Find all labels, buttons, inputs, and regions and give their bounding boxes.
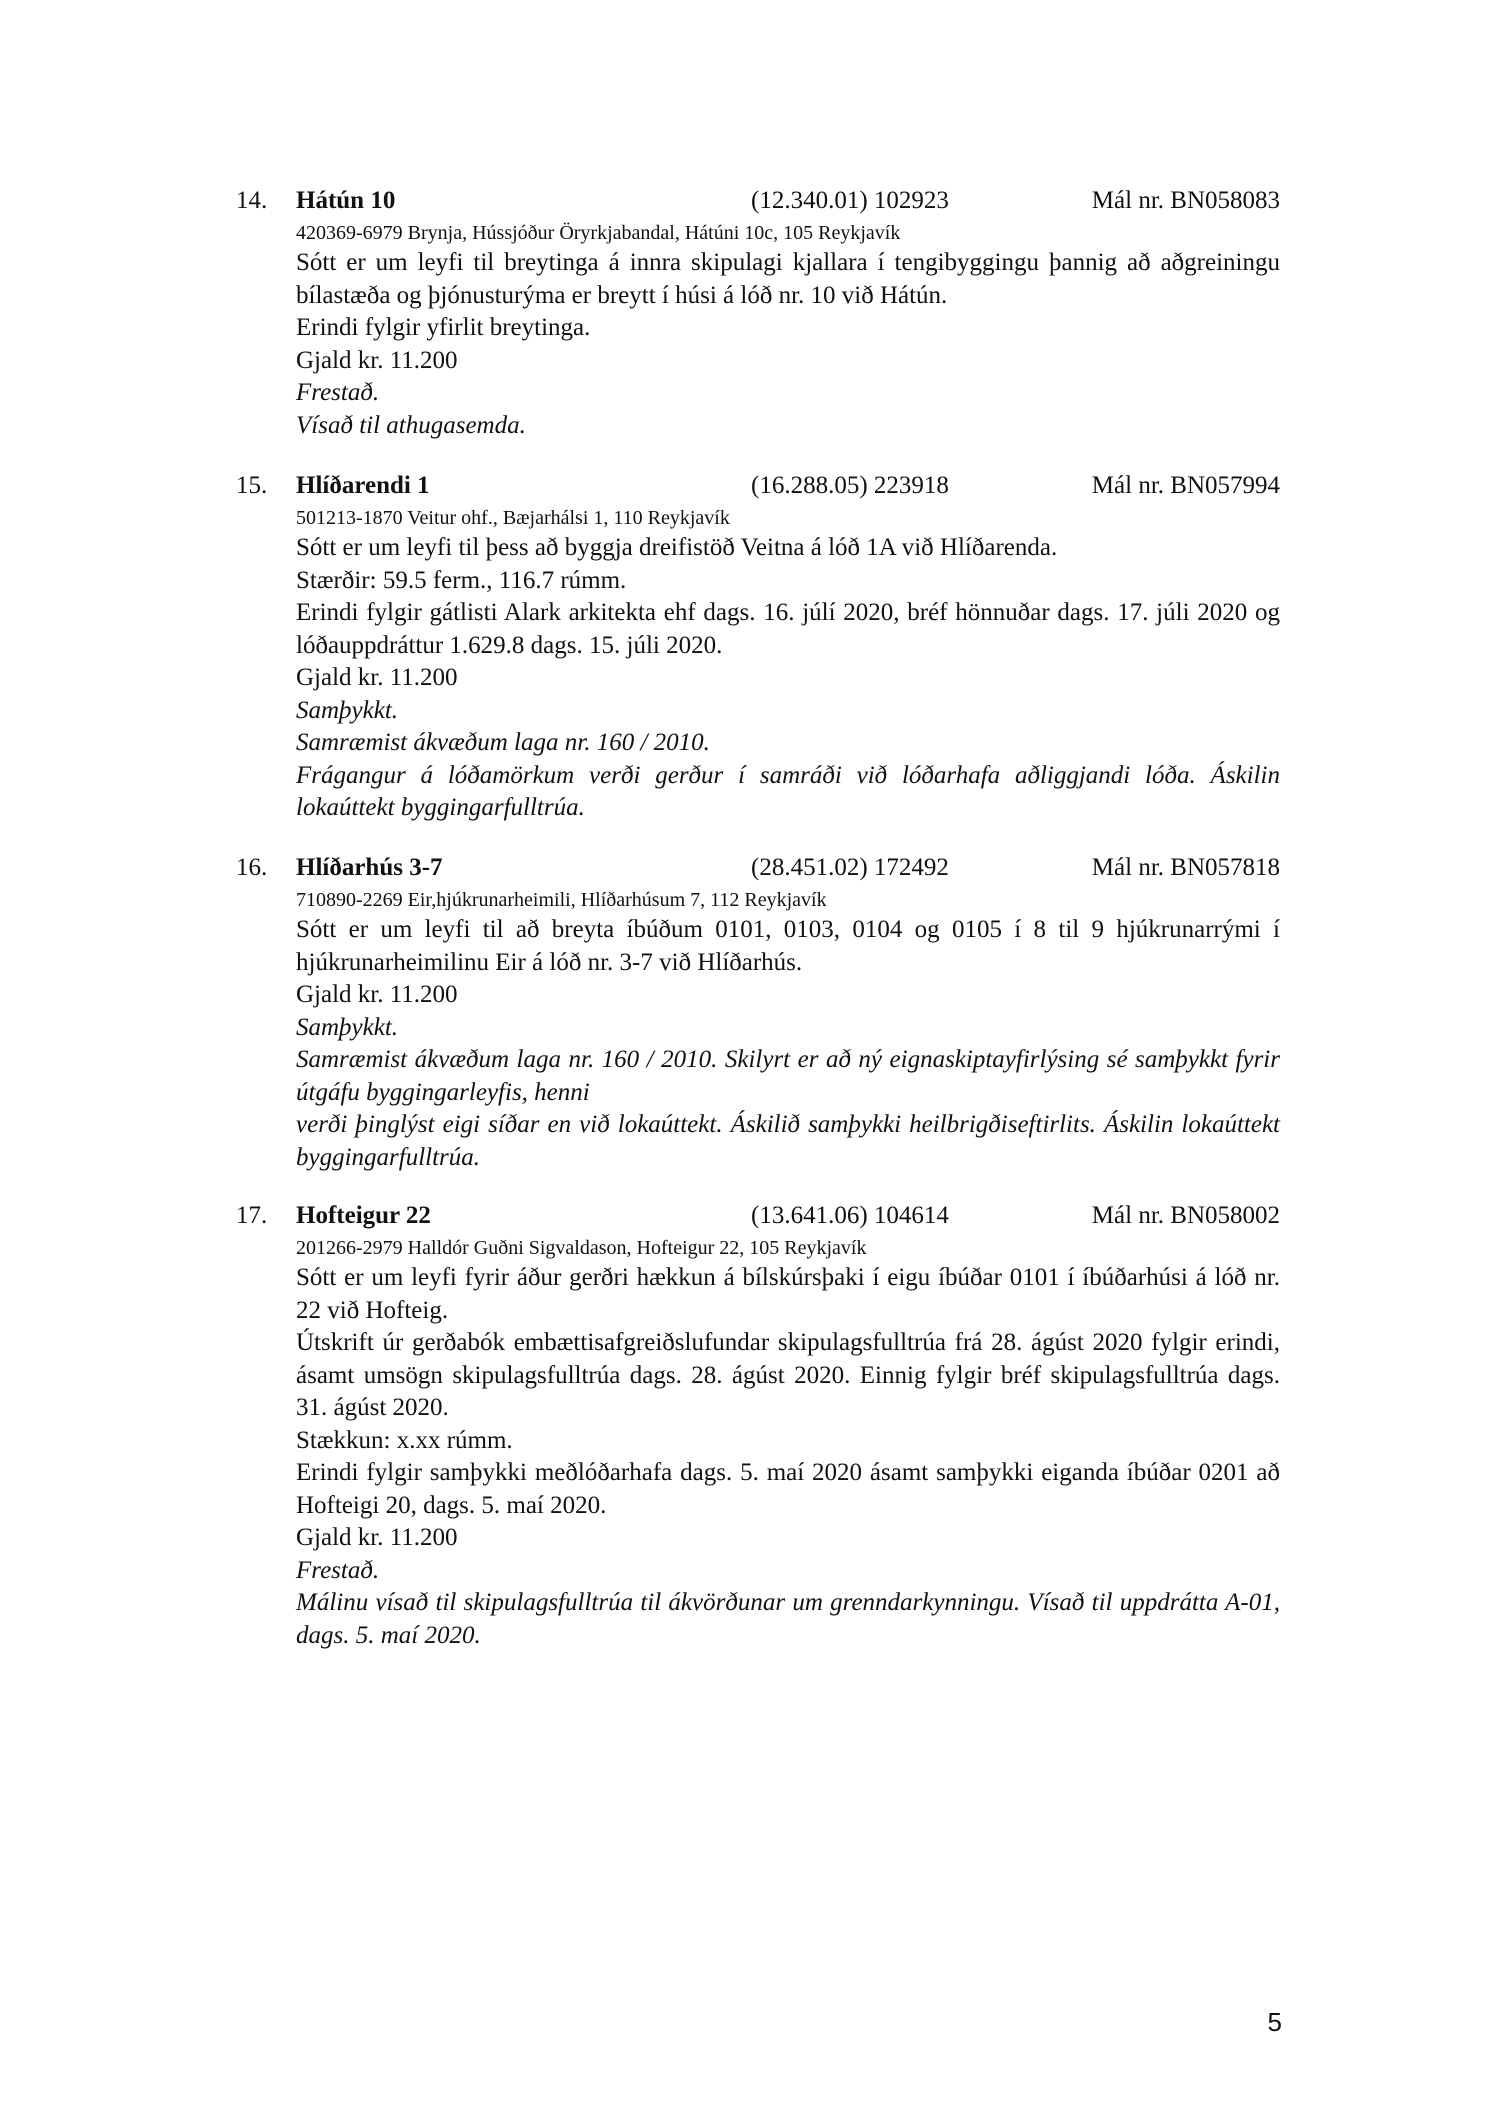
decision-conditions: Frágangur á lóðamörkum verði gerður í samráði við lóðarhafa aðliggjandi lóða. Áskilin lokaúttekt byggingarfulltrúa. xyxy=(296,761,1280,821)
case-number: 15. xyxy=(236,472,268,499)
decision: Samþykkt. xyxy=(296,696,399,724)
size: Stækkun: x.xx rúmm. xyxy=(296,1426,513,1454)
case-number: 16. xyxy=(236,854,268,881)
case-address: Hlíðarendi 1 xyxy=(296,472,430,499)
plot-number: (13.641.06) 104614 xyxy=(751,1202,949,1229)
case-body xyxy=(296,1234,1280,1652)
case-14 xyxy=(236,183,1280,442)
case-header xyxy=(236,183,1280,219)
decision: Frestað. xyxy=(296,1556,380,1584)
case-reference: Mál nr. BN058002 xyxy=(1091,1202,1280,1229)
case-body xyxy=(296,504,1280,825)
case-17 xyxy=(236,1198,1280,1652)
case-number: 17. xyxy=(236,1202,268,1229)
applicant: 420369-6979 Brynja, Hússjóður Öryrkjabandal, Hátúni 10c, 105 Reykjavík xyxy=(296,222,901,244)
case-body xyxy=(296,219,1280,442)
case-reference: Mál nr. BN058083 xyxy=(1091,187,1280,214)
plot-number: (12.340.01) 102923 xyxy=(751,187,949,214)
fee: Gjald kr. 11.200 xyxy=(296,981,458,1008)
size: Stærðir: 59.5 ferm., 116.7 rúmm. xyxy=(296,566,627,594)
case-header xyxy=(236,468,1280,504)
attachments: Erindi fylgir yfirlit breytinga. xyxy=(296,314,591,341)
plot-number: (28.451.02) 172492 xyxy=(751,854,949,881)
description: Sótt er um leyfi til að breyta íbúðum 0101, 0103, 0104 og 0105 í 8 til 9 hjúkrunarrými í hjúkrunarheimilinu Eir á lóð nr. 3-7 við Hlíðarhús. xyxy=(296,916,1280,976)
decision-conditions: verði þinglýst eigi síðar en við lokaúttekt. Áskilið samþykki heilbrigðiseftirlits. Áskilin lokaúttekt byggingarfulltrúa. xyxy=(296,1111,1280,1171)
case-reference: Mál nr. BN057994 xyxy=(1091,472,1280,499)
case-header xyxy=(236,850,1280,886)
case-header xyxy=(236,1198,1280,1234)
case-number: 14. xyxy=(236,187,268,214)
attachments: Erindi fylgir gátlisti Alark arkitekta ehf dags. 16. júlí 2020, bréf hönnuðar dags. 17. júli 2020 og lóðauppdráttur 1.629.8 dags. 15. júli 2020. xyxy=(296,599,1280,659)
description: Sótt er um leyfi til breytinga á innra skipulagi kjallara í tengibyggingu þannig að aðgreiningu bílastæða og þjónusturýma er breytt í húsi á lóð nr. 10 við Hátún. xyxy=(296,249,1280,309)
decision-notes: Málinu vísað til skipulagsfulltrúa til ákvörðunar um grenndarkynningu. Vísað til uppdrátta A-01, dags. 5. maí 2020. xyxy=(296,1589,1280,1649)
decision: Samþykkt. xyxy=(296,1013,399,1041)
decision-notes: Samræmist ákvæðum laga nr. 160 / 2010. Skilyrt er að ný eignaskiptayfirlýsing sé samþykkt fyrir útgáfu byggingarleyfis, henni xyxy=(296,1046,1280,1106)
attachments: Erindi fylgir samþykki meðlóðarhafa dags. 5. maí 2020 ásamt samþykki eiganda íbúðar 0201 að Hofteigi 20, dags. 5. maí 2020. xyxy=(296,1459,1280,1519)
fee: Gjald kr. 11.200 xyxy=(296,346,458,374)
description: Sótt er um leyfi fyrir áður gerðri hækkun á bílskúrsþaki í eigu íbúðar 0101 í íbúðarhúsi á lóð nr. 22 við Hofteig. xyxy=(296,1264,1280,1324)
fee: Gjald kr. 11.200 xyxy=(296,664,458,691)
applicant: 201266-2979 Halldór Guðni Sigvaldason, Hofteigur 22, 105 Reykjavík xyxy=(296,1237,867,1259)
plot-number: (16.288.05) 223918 xyxy=(751,472,949,499)
case-address: Hlíðarhús 3-7 xyxy=(296,854,443,881)
fee: Gjald kr. 11.200 xyxy=(296,1524,458,1551)
case-reference: Mál nr. BN057818 xyxy=(1091,854,1280,881)
applicant: 501213-1870 Veitur ohf., Bæjarhálsi 1, 110 Reykjavík xyxy=(296,507,730,529)
decision: Frestað. xyxy=(296,379,380,406)
page-number: 5 xyxy=(1267,2007,1282,2037)
case-15 xyxy=(236,468,1280,825)
decision-notes: Samræmist ákvæðum laga nr. 160 / 2010. xyxy=(296,729,710,756)
decision-notes: Vísað til athugasemda. xyxy=(296,411,526,439)
case-address: Hofteigur 22 xyxy=(296,1202,431,1229)
applicant: 710890-2269 Eir,hjúkrunarheimili, Hlíðarhúsum 7, 112 Reykjavík xyxy=(296,889,827,911)
description: Sótt er um leyfi til þess að byggja dreifistöð Veitna á lóð 1A við Hlíðarenda. xyxy=(296,534,1058,561)
case-16 xyxy=(236,850,1280,1174)
case-body xyxy=(296,886,1280,1174)
case-address: Hátún 10 xyxy=(296,187,396,214)
meeting-extract: Útskrift úr gerðabók embættisafgreiðslufundar skipulagsfulltrúa frá 28. ágúst 2020 fylgir erindi, ásamt umsögn skipulagsfulltrúa dags. 28. ágúst 2020. Einnig fylgir bréf skipulagsfulltrúa dags. 31. ágúst 2020. xyxy=(296,1329,1280,1421)
